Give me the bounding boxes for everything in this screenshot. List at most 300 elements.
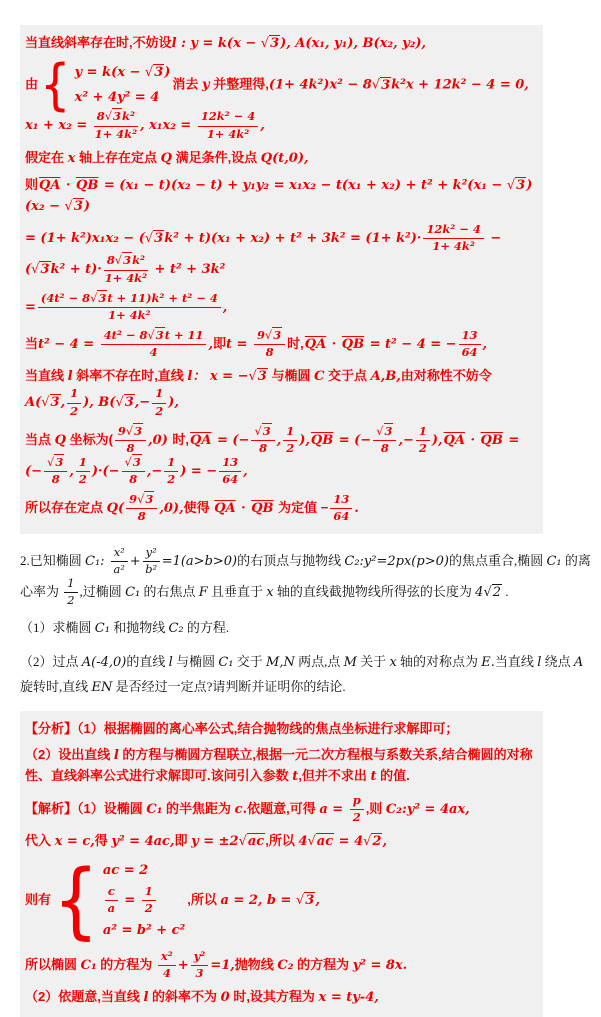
math-text: C₂ [168, 621, 184, 637]
math-text: 3 [384, 423, 393, 438]
radical-sign-icon: √ [144, 231, 154, 247]
vector-overline: $\overline{QA}$ [443, 432, 465, 448]
math-text: 12k² − 4 [426, 222, 481, 237]
math-text: )·(− [91, 464, 120, 480]
math-text: · [61, 177, 76, 193]
radical-sign-icon: √ [41, 395, 50, 411]
paragraph [25, 851, 535, 949]
math-text: t + 11 [164, 327, 204, 342]
math-text: C₁ [80, 957, 97, 973]
math-text: y = ±2 [191, 833, 239, 849]
fraction-numerator [76, 456, 90, 472]
fraction [92, 110, 140, 141]
math-text: · [236, 501, 251, 517]
cjk-text: 交于 [233, 653, 267, 669]
cjk-text: 由 [25, 76, 39, 92]
sqrt-expression [47, 454, 64, 469]
cjk-text: 轴的对称点为 [396, 653, 482, 669]
math-text: 3 [257, 369, 267, 385]
math-text: =1, [210, 957, 235, 973]
fraction-numerator [191, 950, 209, 966]
fraction-denominator [198, 127, 258, 142]
fraction-denominator [158, 966, 176, 981]
math-text: 8 [126, 440, 135, 455]
vector-overline: $\overline{QA}$ [39, 177, 61, 193]
fraction-numerator [219, 456, 241, 472]
math-text: 1+ 4k² [108, 307, 151, 322]
sqrt-expression [145, 230, 164, 246]
math-text: 2 [372, 833, 382, 849]
cjk-text: 【解析】（1）设椭圆 [25, 800, 147, 816]
fraction-numerator [254, 329, 285, 345]
math-text: t [370, 769, 377, 785]
radical-sign-icon: √ [264, 327, 273, 342]
math-text: k² + t)(x₁ + x₂) + t² + 3k² = (1+ k²)· [164, 231, 422, 247]
math-text: 1 [418, 423, 427, 438]
math-text: C₁: [85, 553, 109, 569]
fraction-denominator [330, 509, 352, 524]
math-text: C₂ [277, 957, 294, 973]
radical-sign-icon: √ [506, 177, 516, 193]
fraction [252, 329, 287, 360]
cjk-text: 交于点 [324, 368, 371, 384]
fraction-denominator [142, 901, 156, 916]
math-text: 1+ 4k² [432, 239, 475, 254]
math-text: c. [234, 801, 248, 817]
math-text: 4 [298, 833, 308, 849]
math-text: 3 [516, 177, 526, 193]
fraction [42, 456, 69, 487]
math-text: 3 [381, 77, 391, 93]
math-text: + [177, 957, 189, 973]
radical-sign-icon: √ [125, 423, 134, 438]
math-text: ) = − [180, 464, 218, 480]
fraction-numerator [423, 223, 483, 239]
radical-sign-icon: √ [238, 833, 247, 849]
math-text: 13 [461, 327, 478, 342]
fraction [371, 425, 398, 456]
math-text: = (− [212, 432, 250, 448]
math-text: , [69, 464, 74, 480]
math-text: 2 [352, 809, 361, 824]
math-text: ) [164, 65, 171, 81]
math-text: 3 [55, 454, 64, 469]
math-text: · [327, 337, 341, 353]
paragraph [25, 363, 535, 421]
cjk-text: 的方程与椭圆方程联立,根据一元二次方程根与系数关系,结合椭圆的对称性、直线斜率公式进行求解即可.该问引入参数 [25, 747, 533, 784]
math-text: t = [225, 337, 252, 353]
fraction-numerator [64, 577, 77, 593]
fraction-numerator [126, 493, 157, 509]
radical-sign-icon: √ [115, 395, 124, 411]
math-text: 3 [154, 65, 164, 81]
fraction-numerator [143, 546, 160, 562]
cjk-text: 时, [287, 336, 304, 352]
math-text: Q( [106, 501, 125, 517]
math-text: ,− [134, 395, 151, 411]
math-text: C₁ [125, 584, 141, 600]
radical-sign-icon: √ [260, 36, 270, 51]
solution-problem1-block [20, 25, 543, 534]
math-text: A(-4,0) [81, 654, 127, 670]
math-text: a [107, 901, 116, 916]
sqrt-expression [126, 423, 143, 438]
sqrt-expression [41, 394, 60, 410]
cjk-text: 2.已知椭圆 [20, 552, 86, 568]
fraction-denominator [122, 472, 145, 487]
sqrt-expression [90, 290, 107, 305]
fraction-denominator [423, 239, 483, 254]
cjk-text: 旋转时,直线 [20, 679, 92, 695]
radical-sign-icon: √ [31, 262, 40, 278]
equation-system-rows [75, 60, 171, 110]
math-text: 8 [96, 109, 105, 124]
paragraph [25, 984, 535, 1011]
fraction-denominator [101, 345, 207, 360]
math-text: a² [113, 561, 125, 576]
fraction-denominator [219, 472, 241, 487]
cjk-text: 的值. [376, 768, 410, 784]
sqrt-expression [363, 833, 382, 849]
cjk-text: 绕点 [541, 653, 574, 669]
cjk-text: 所以存在定点 [25, 500, 107, 516]
equation-row [75, 60, 171, 85]
math-text: , [276, 432, 282, 448]
sqrt-expression [105, 108, 122, 123]
math-text: 8 [106, 253, 115, 268]
paragraph [25, 742, 535, 790]
math-text: ac [316, 833, 334, 849]
math-text: 4 [475, 584, 484, 600]
fraction-numerator [105, 885, 118, 901]
math-text: 3 [145, 492, 154, 507]
math-text: p [352, 792, 361, 807]
fraction [109, 546, 130, 577]
math-text: x [266, 584, 274, 600]
math-text: 64 [222, 472, 239, 487]
math-text: + t² + 3k² [150, 262, 226, 278]
cjk-text: 轴的直线截抛物线所得弦的长度为 [273, 583, 476, 599]
sqrt-expression [31, 261, 50, 277]
cjk-text: 假定在 [25, 149, 68, 165]
math-text: x [389, 654, 397, 670]
math-text: k²x + 12k² − 4 = 0, x₁ + x₂ = [25, 77, 529, 134]
fraction [124, 493, 159, 524]
paragraph [25, 52, 535, 145]
cjk-text: 满足条件,设点 [171, 149, 261, 165]
math-text: x² [113, 544, 125, 559]
cjk-text: 斜率不存在时,直线 [72, 368, 188, 384]
cjk-text: 坐标为( [65, 431, 113, 447]
cjk-text: 则 [25, 176, 39, 192]
fraction-numerator [111, 546, 128, 562]
math-text: = (x₁ − t)(x₂ − t) + y₁y₂ = x₁x₂ − t(x₁ + x₂) + t² + k²(x₁ − [99, 177, 507, 193]
fraction-numerator [152, 387, 166, 403]
fraction [150, 387, 168, 418]
math-text: l： x = − [187, 369, 249, 385]
paragraph [25, 172, 535, 220]
paragraph [25, 490, 535, 527]
left-brace-icon: { [40, 52, 71, 118]
math-text: 3 [123, 253, 132, 268]
fraction-numerator [104, 254, 148, 270]
radical-sign-icon: √ [64, 198, 73, 214]
radical-sign-icon: √ [147, 327, 155, 342]
math-text: C₂:y² = 4ax, [385, 801, 470, 817]
sqrt-expression [372, 77, 391, 93]
radical-sign-icon: √ [114, 253, 123, 268]
vector-overline: $\overline{QA}$ [304, 337, 327, 353]
fraction-numerator [198, 110, 258, 126]
math-text: 3 [154, 231, 164, 247]
paragraph [25, 289, 535, 326]
fraction [36, 292, 223, 323]
math-text: 3 [155, 327, 164, 342]
math-text: c [107, 884, 115, 899]
math-text: y² [145, 544, 157, 559]
math-text: F [198, 584, 208, 600]
math-text: 1 [286, 423, 295, 438]
cjk-text: 的半焦距为 [162, 800, 235, 816]
math-text: a = [319, 801, 348, 817]
math-text: ac [247, 833, 265, 849]
fraction-numerator [38, 292, 221, 308]
math-text: 2 [70, 403, 79, 418]
math-text: ), B( [83, 395, 116, 411]
cjk-text: 为定值 − [274, 500, 329, 516]
fraction [421, 223, 485, 254]
math-text: 2 [286, 440, 295, 455]
math-text: 1+ 4k² [94, 126, 138, 141]
fraction-numerator [44, 456, 67, 472]
radical-sign-icon: √ [483, 584, 492, 600]
fraction [196, 110, 260, 141]
math-text: C [314, 369, 325, 385]
math-text: 3 [40, 262, 50, 278]
cjk-text: 的直线 [126, 653, 169, 669]
sqrt-expression [125, 454, 142, 469]
sqrt-expression [254, 423, 271, 438]
math-text: k² [122, 109, 135, 124]
fraction-denominator [94, 127, 138, 142]
paragraph [25, 326, 535, 363]
math-text: 3 [50, 395, 60, 411]
math-text: ), [299, 432, 310, 448]
math-text: 4t² − 8 [103, 327, 148, 342]
math-text: = t² − 4 = − [365, 337, 457, 353]
cjk-text: 代入 [25, 832, 55, 848]
cjk-text: 【分析】（1）根据椭圆的离心率公式,结合抛物线的焦点坐标进行求解即可； [25, 721, 459, 737]
math-text: , [482, 337, 488, 353]
equation-row [103, 883, 185, 918]
math-text: 9 [129, 492, 138, 507]
fraction-denominator [191, 966, 209, 981]
fraction [65, 387, 83, 418]
vector-overline: $\overline{QA}$ [190, 432, 212, 448]
equation-system [53, 851, 186, 949]
math-text: =1(a>b>0) [161, 553, 238, 569]
math-text: l [168, 654, 173, 670]
cjk-text: 即 [174, 832, 192, 848]
paragraph [25, 828, 535, 855]
fraction-denominator [254, 345, 285, 360]
math-text: ,− [146, 464, 163, 480]
math-text: 8 [51, 472, 60, 487]
radical-sign-icon: √ [295, 893, 305, 909]
math-text: C₁ [94, 621, 110, 637]
cjk-text: 与椭圆 [267, 368, 315, 384]
sqrt-expression [483, 584, 502, 600]
math-text: ), [431, 432, 443, 448]
cjk-text: 抛物线 [234, 956, 278, 972]
math-text: 3 [262, 423, 271, 438]
cjk-text: 的方程为 [293, 956, 353, 972]
paragraph [20, 612, 594, 646]
fraction-numerator [67, 387, 81, 403]
math-text: a² = b² + c² [102, 923, 186, 939]
fraction-numerator [115, 425, 146, 441]
sqrt-expression [265, 327, 282, 342]
fraction [328, 493, 354, 524]
math-text: 4 [162, 965, 171, 980]
math-text: 8 [380, 440, 389, 455]
math-text: . [354, 501, 359, 517]
paragraph [20, 542, 594, 613]
sqrt-expression [307, 833, 334, 849]
cjk-text: 时, [172, 431, 190, 447]
sqrt-expression [65, 198, 84, 214]
radical-sign-icon: √ [90, 290, 98, 305]
sqrt-expression [115, 394, 134, 410]
math-text: = [25, 299, 36, 315]
fraction-denominator [164, 472, 178, 487]
fraction-denominator [152, 404, 166, 419]
math-text: l [537, 654, 542, 670]
fraction [189, 950, 211, 981]
paragraph [25, 422, 535, 491]
sqrt-expression [115, 252, 132, 267]
cjk-text: 当直线 [25, 368, 68, 384]
math-text: 3 [113, 109, 122, 124]
fraction-numerator [283, 425, 297, 441]
math-text: ,− [398, 432, 414, 448]
math-text: 13 [222, 454, 239, 469]
math-text: 1 [144, 884, 153, 899]
problem-2-statement-block [20, 540, 594, 708]
fraction [113, 425, 148, 456]
fraction-denominator [416, 441, 430, 456]
vector-overline: $\overline{QB}$ [341, 337, 365, 353]
math-text: 3 [73, 198, 83, 214]
math-text: 12k² − 4 [200, 109, 256, 124]
math-text: 8 [265, 345, 274, 360]
math-text: 3 [132, 454, 141, 469]
cjk-text: 的右顶点与抛物线 [237, 552, 345, 568]
math-text: k² [132, 253, 145, 268]
sqrt-expression [248, 368, 267, 384]
paragraph [25, 791, 535, 828]
math-text: 8 [129, 472, 138, 487]
math-text: 0 [220, 989, 230, 1005]
fraction [217, 456, 243, 487]
math-text: (4t² − 8 [40, 290, 91, 305]
cjk-text: 当点 [25, 431, 55, 447]
fraction-numerator [251, 425, 274, 441]
math-text: 3 [305, 893, 315, 909]
math-text: 3 [273, 327, 282, 342]
math-text: 3 [124, 395, 134, 411]
fraction-denominator [143, 562, 160, 577]
paragraph [25, 30, 535, 57]
fraction-denominator [459, 345, 481, 360]
equation-row [75, 85, 171, 110]
left-brace-icon: { [53, 851, 99, 949]
math-text: 3 [134, 423, 143, 438]
math-text: M [343, 654, 357, 670]
sqrt-expression [376, 423, 393, 438]
math-text: , [315, 893, 320, 909]
fraction-denominator [251, 441, 274, 456]
math-text: l [143, 989, 149, 1005]
cjk-text: 且垂直于 [207, 583, 267, 599]
math-text: x = c, [54, 833, 95, 849]
math-text: · [465, 432, 480, 448]
math-text: t [292, 769, 299, 785]
math-text: M,N [266, 654, 295, 670]
cjk-text: ,过椭圆 [79, 583, 126, 599]
fraction [140, 885, 158, 916]
fraction-denominator [126, 509, 157, 524]
cjk-text: 使得 [183, 500, 214, 516]
radical-sign-icon: √ [47, 454, 55, 469]
fraction [120, 456, 147, 487]
math-text: 8 [137, 509, 146, 524]
cjk-text: 时,设其方程为 [229, 988, 319, 1004]
math-text: 1 [167, 454, 176, 469]
math-text: y² = 8x. [352, 957, 408, 973]
radical-sign-icon: √ [363, 833, 372, 849]
math-text: a = 2, b = [220, 893, 296, 909]
fraction-numerator [94, 110, 138, 126]
math-text: , x₁x₂ = [139, 118, 196, 134]
fraction [74, 456, 92, 487]
sqrt-expression [261, 35, 280, 51]
math-text: 1 [78, 454, 87, 469]
radical-sign-icon: √ [376, 423, 384, 438]
cjk-text: （2）依题意,当直线 [25, 988, 144, 1004]
cjk-text: 的斜率不为 [148, 988, 221, 1004]
math-text: Q(t,0), [260, 150, 309, 166]
fraction-denominator [64, 593, 77, 608]
cjk-text: ,但并不求出 [298, 768, 371, 784]
math-text: 8 [259, 440, 268, 455]
radical-sign-icon: √ [104, 109, 113, 124]
math-text: Q [54, 432, 66, 448]
math-text: 2 [144, 901, 153, 916]
math-text: x [67, 150, 76, 166]
math-text: l [113, 748, 119, 764]
cjk-text: 是否经过一定点?请判断并证明你的结论. [112, 679, 346, 695]
sqrt-expression [147, 327, 164, 342]
fraction-denominator [67, 404, 81, 419]
fraction-numerator [164, 456, 178, 472]
math-text: 2 [418, 440, 427, 455]
math-text: k² + t)· [50, 262, 102, 278]
math-text: l : y = k(x − [171, 36, 261, 51]
math-text: 64 [333, 509, 350, 524]
math-text: = 4 [334, 833, 364, 849]
math-text: = [119, 893, 140, 909]
